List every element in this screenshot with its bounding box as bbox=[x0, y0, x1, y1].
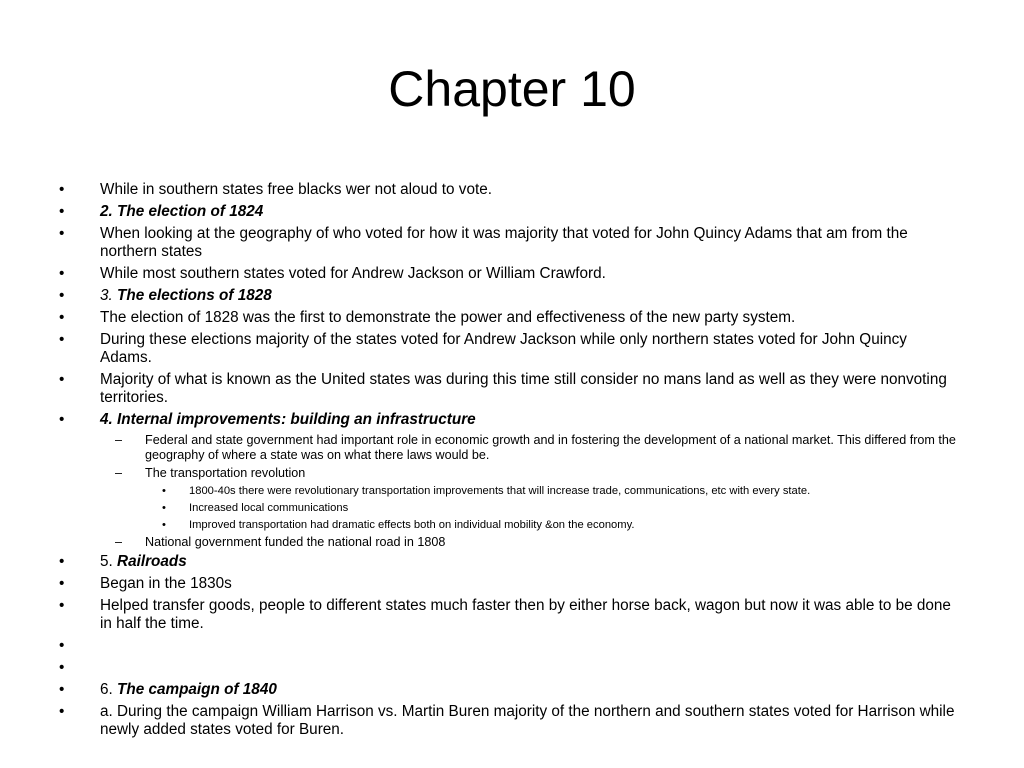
item-text: While most southern states voted for Andrew Jackson or William Crawford. bbox=[100, 265, 606, 282]
item-text: Increased local communications bbox=[189, 502, 349, 514]
item-text: a. During the campaign William Harrison vs. Martin Buren majority of the northern and southern states voted for Harrison while newly added states voted for Buren. bbox=[100, 703, 955, 738]
list-item bbox=[58, 411, 958, 429]
section-number: 3. bbox=[100, 287, 118, 304]
slide-title: Chapter 10 bbox=[388, 61, 636, 117]
item-text: 1800-40s there were revolutionary transportation improvements that will increase trade, communications, etc with every state. bbox=[189, 485, 811, 497]
bullet-marker: • bbox=[162, 519, 166, 531]
item-text: Majority of what is known as the United states was during this time still consider no mans land as well as they were nonvoting territories. bbox=[100, 371, 947, 406]
section-heading: Railroads bbox=[117, 553, 187, 570]
bullet-marker: • bbox=[59, 371, 65, 388]
list-item bbox=[58, 309, 958, 327]
list-item bbox=[58, 553, 958, 571]
item-text: Federal and state government had important role in economic growth and in fostering the development of a national market. This differed from the geography of where a state was on what there laws would be. bbox=[145, 433, 956, 462]
empty-list-item bbox=[58, 659, 958, 677]
list-item bbox=[58, 203, 958, 221]
list-item bbox=[58, 287, 958, 305]
slide-body bbox=[58, 181, 958, 743]
bullet-marker: • bbox=[59, 597, 65, 614]
bullet-marker: • bbox=[59, 203, 65, 220]
item-text: National government funded the national road in 1808 bbox=[145, 535, 446, 549]
sub-sub-list-item bbox=[58, 501, 958, 515]
section-number: 5. bbox=[100, 553, 118, 570]
sub-list-item bbox=[58, 535, 958, 550]
bullet-marker: • bbox=[59, 287, 65, 304]
sub-list-item bbox=[58, 433, 958, 463]
item-text bbox=[100, 659, 104, 676]
item-text: When looking at the geography of who voted for how it was majority that voted for John Quincy Adams that am from the northern states bbox=[100, 225, 908, 260]
bullet-marker: • bbox=[162, 502, 166, 514]
list-item bbox=[58, 225, 958, 261]
bullet-marker: • bbox=[59, 309, 65, 326]
item-text: Improved transportation had dramatic effects both on individual mobility &on the economy. bbox=[189, 519, 635, 531]
empty-list-item bbox=[58, 637, 958, 655]
list-item bbox=[58, 703, 958, 739]
item-text: Began in the 1830s bbox=[100, 575, 232, 592]
bullet-marker: • bbox=[59, 181, 65, 198]
bullet-marker: • bbox=[59, 225, 65, 242]
section-heading: 4. Internal improvements: building an infrastructure bbox=[100, 411, 476, 428]
sub-list-item bbox=[58, 466, 958, 481]
dash-marker: – bbox=[115, 433, 123, 447]
sub-sub-list-item bbox=[58, 518, 958, 532]
bullet-marker: • bbox=[59, 575, 65, 592]
bullet-marker: • bbox=[59, 265, 65, 282]
section-heading: 2. The election of 1824 bbox=[100, 203, 264, 220]
section-heading: The elections of 1828 bbox=[117, 287, 272, 304]
item-text: While in southern states free blacks wer not aloud to vote. bbox=[100, 181, 492, 198]
list-item bbox=[58, 265, 958, 283]
bullet-marker: • bbox=[162, 485, 166, 497]
list-item bbox=[58, 681, 958, 699]
list-item bbox=[58, 597, 958, 633]
item-text: During these elections majority of the states voted for Andrew Jackson while only northern states voted for John Quincy Adams. bbox=[100, 331, 907, 366]
section-number: 6. bbox=[100, 681, 118, 698]
bullet-marker: • bbox=[59, 637, 65, 654]
bullet-marker: • bbox=[59, 331, 65, 348]
dash-marker: – bbox=[115, 535, 123, 549]
bullet-marker: • bbox=[59, 703, 65, 720]
list-item bbox=[58, 575, 958, 593]
list-item bbox=[58, 371, 958, 407]
item-text: The transportation revolution bbox=[145, 466, 306, 480]
item-text bbox=[100, 637, 104, 654]
list-item bbox=[58, 181, 958, 199]
item-text: Helped transfer goods, people to different states much faster then by either horse back, wagon but now it was able to be done in half the time. bbox=[100, 597, 951, 632]
list-item bbox=[58, 331, 958, 367]
bullet-list bbox=[58, 181, 958, 739]
bullet-marker: • bbox=[59, 411, 65, 428]
bullet-marker: • bbox=[59, 681, 65, 698]
bullet-marker: • bbox=[59, 553, 65, 570]
item-text: The election of 1828 was the first to demonstrate the power and effectiveness of the new party system. bbox=[100, 309, 796, 326]
dash-marker: – bbox=[115, 466, 123, 480]
section-heading: The campaign of 1840 bbox=[117, 681, 277, 698]
bullet-marker: • bbox=[59, 659, 65, 676]
sub-sub-list-item bbox=[58, 484, 958, 498]
